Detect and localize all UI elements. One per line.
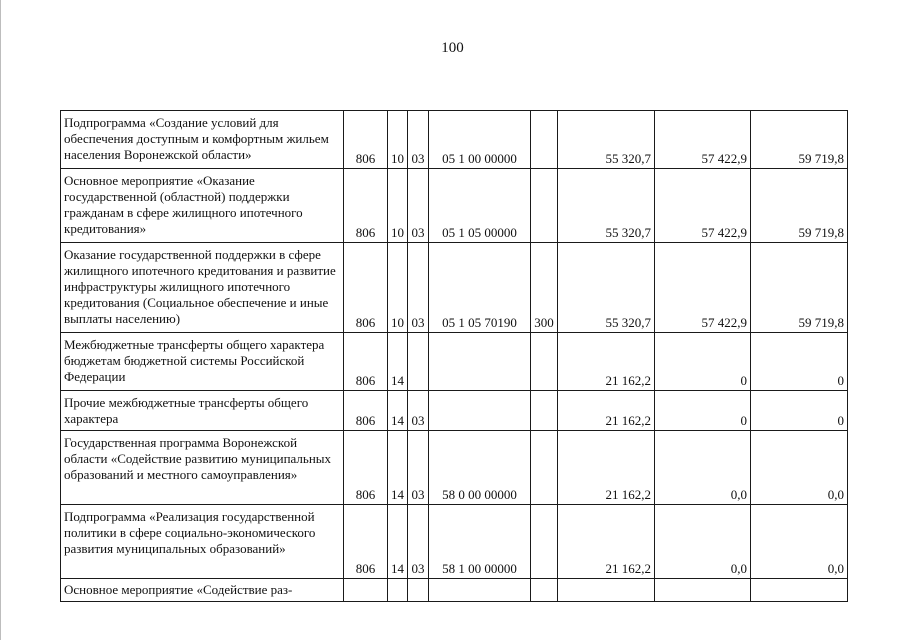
cell-section: 10 [388,243,408,333]
cell-year-1: 21 162,2 [558,431,655,505]
cell-year-2: 0 [655,391,751,431]
cell-expense-type [531,333,558,391]
cell-subsection: 03 [408,111,429,169]
table-row [61,333,848,391]
cell-subsection [408,579,429,602]
cell-ministry [344,579,388,602]
cell-year-1: 55 320,7 [558,111,655,169]
cell-year-2: 0,0 [655,431,751,505]
cell-ministry: 806 [344,111,388,169]
cell-ministry: 806 [344,169,388,243]
cell-name: Государственная программа Воронежской области «Содействие развитию муниципальных образований и местного самоуправления» [61,431,344,505]
cell-subsection: 03 [408,505,429,579]
cell-year-3: 0 [751,391,848,431]
cell-section: 14 [388,391,408,431]
cell-expense-type [531,431,558,505]
cell-ministry: 806 [344,333,388,391]
cell-subsection [408,333,429,391]
cell-subsection: 03 [408,431,429,505]
cell-year-2: 0,0 [655,505,751,579]
table-row [61,111,848,169]
table-row [61,431,848,505]
cell-section: 14 [388,333,408,391]
cell-year-2: 57 422,9 [655,111,751,169]
cell-expense-type [531,169,558,243]
cell-year-1: 55 320,7 [558,243,655,333]
cell-subsection: 03 [408,169,429,243]
cell-ministry: 806 [344,505,388,579]
cell-year-3: 59 719,8 [751,111,848,169]
cell-target: 58 1 00 00000 [429,505,531,579]
cell-target [429,579,531,602]
cell-expense-type: 300 [531,243,558,333]
cell-name: Прочие межбюджетные трансферты общего характера [61,391,344,431]
table-row [61,579,848,602]
cell-name: Оказание государственной поддержки в сфере жилищного ипотечного кредитования и развитие инфраструктуры жилищного ипотечного кредитования (Социальное обеспечение и иные выплаты населению) [61,243,344,333]
cell-year-2: 0 [655,333,751,391]
cell-year-3 [751,579,848,602]
cell-year-3: 0,0 [751,505,848,579]
cell-section: 10 [388,169,408,243]
cell-year-3: 0 [751,333,848,391]
cell-section [388,579,408,602]
scan-edge [0,0,1,640]
table-row [61,391,848,431]
cell-year-1: 55 320,7 [558,169,655,243]
cell-subsection: 03 [408,391,429,431]
cell-expense-type [531,579,558,602]
cell-year-1: 21 162,2 [558,391,655,431]
table-body [61,111,848,602]
cell-subsection: 03 [408,243,429,333]
cell-year-3: 59 719,8 [751,169,848,243]
cell-year-3: 59 719,8 [751,243,848,333]
table-row [61,169,848,243]
cell-target: 05 1 05 70190 [429,243,531,333]
cell-name: Основное мероприятие «Содействие раз- [61,579,344,602]
cell-year-3: 0,0 [751,431,848,505]
cell-section: 14 [388,505,408,579]
budget-table [60,110,848,602]
cell-expense-type [531,505,558,579]
cell-year-2: 57 422,9 [655,243,751,333]
cell-target [429,333,531,391]
cell-year-1 [558,579,655,602]
cell-ministry: 806 [344,243,388,333]
cell-year-1: 21 162,2 [558,505,655,579]
cell-ministry: 806 [344,391,388,431]
cell-section: 14 [388,431,408,505]
cell-target: 58 0 00 00000 [429,431,531,505]
cell-target: 05 1 00 00000 [429,111,531,169]
cell-name: Межбюджетные трансферты общего характера бюджетам бюджетной системы Российской Федерации [61,333,344,391]
cell-year-2: 57 422,9 [655,169,751,243]
page-number: 100 [441,40,464,56]
cell-year-1: 21 162,2 [558,333,655,391]
table-row [61,243,848,333]
cell-name: Подпрограмма «Реализация государственной политики в сфере социально-экономического развития муниципальных образований» [61,505,344,579]
cell-ministry: 806 [344,431,388,505]
cell-expense-type [531,391,558,431]
cell-target: 05 1 05 00000 [429,169,531,243]
cell-target [429,391,531,431]
cell-name: Основное мероприятие «Оказание государственной (областной) поддержки гражданам в сфере жилищного ипотечного кредитования» [61,169,344,243]
cell-year-2 [655,579,751,602]
cell-name: Подпрограмма «Создание условий для обеспечения доступным и комфортным жильем населения Воронежской области» [61,111,344,169]
cell-section: 10 [388,111,408,169]
cell-expense-type [531,111,558,169]
table-row [61,505,848,579]
